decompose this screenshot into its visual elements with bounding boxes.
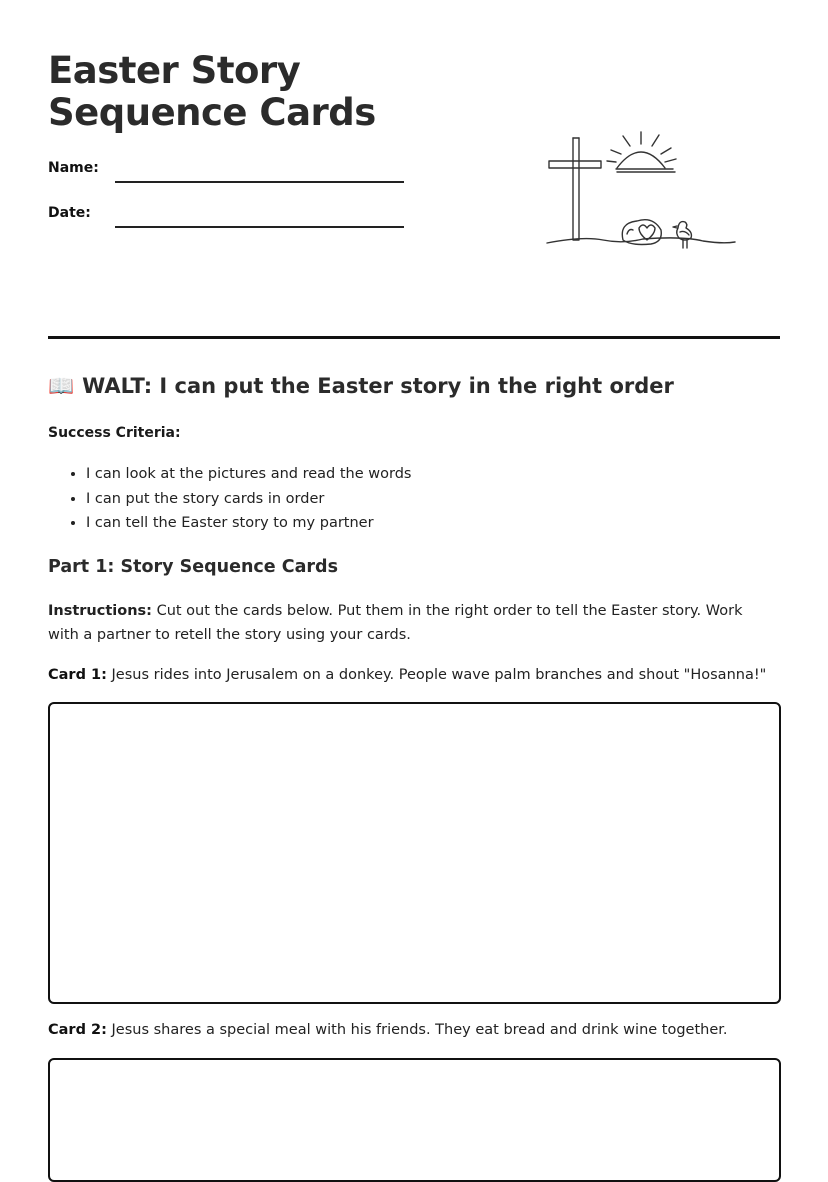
bird-icon	[673, 222, 691, 248]
card-2-caption	[48, 1022, 728, 1038]
criteria-item: • I can look at the pictures and read the words	[86, 462, 411, 487]
date-field	[48, 205, 408, 235]
worksheet-page	[48, 0, 780, 1038]
instructions-text: Cut out the cards below. Put them in the right order to tell the Easter story. Work with a partner to retell the story using your cards.	[48, 603, 743, 643]
date-write-line	[115, 226, 404, 228]
name-label: Name:	[48, 160, 99, 176]
instructions-label: Instructions:	[48, 603, 152, 619]
cross-icon	[549, 138, 601, 240]
instructions-paragraph	[48, 599, 748, 647]
card-2-box	[48, 1058, 781, 1182]
card-1-label: Card 1:	[48, 667, 107, 683]
easter-illustration	[513, 58, 773, 268]
criteria-item: • I can tell the Easter story to my partner	[86, 511, 411, 536]
name-field	[48, 160, 408, 190]
worksheet-header	[48, 0, 780, 340]
page-title: Easter Story Sequence Cards	[48, 49, 376, 134]
walt-text: WALT: I can put the Easter story in the right order	[82, 374, 674, 398]
part1-heading: Part 1: Story Sequence Cards	[48, 557, 338, 577]
sun-icon	[607, 132, 676, 172]
card-1-caption	[48, 667, 766, 683]
book-icon: 📖	[48, 374, 75, 398]
card-1-text: Jesus rides into Jerusalem on a donkey. People wave palm branches and shout "Hosanna!"	[106, 667, 767, 683]
success-criteria-label: Success Criteria:	[48, 425, 181, 441]
success-criteria-list	[48, 462, 411, 536]
card-1-box	[48, 702, 781, 1004]
criteria-item: • I can put the story cards in order	[86, 487, 411, 512]
name-write-line	[115, 181, 404, 183]
date-label: Date:	[48, 205, 91, 221]
card-2-text: Jesus shares a special meal with his friends. They eat bread and drink wine together.	[106, 1022, 728, 1038]
card-2-label: Card 2:	[48, 1022, 107, 1038]
header-divider	[48, 336, 780, 339]
walt-heading	[48, 374, 674, 399]
